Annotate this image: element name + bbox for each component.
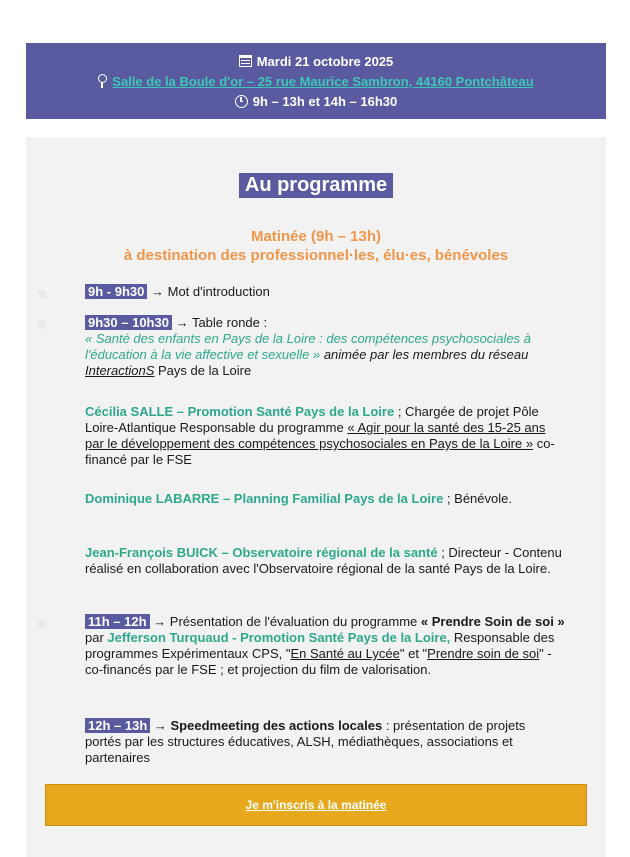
clock-icon (235, 95, 248, 108)
time-badge: 12h – 13h (85, 718, 150, 733)
location-row (26, 71, 606, 91)
hours-row (26, 91, 606, 111)
program-link[interactable]: « Agir pour la santé des 15-25 ans par le développement des compétences psychosociales en Pays de la Loire » (85, 420, 546, 451)
network-link[interactable]: InteractionS (85, 363, 155, 378)
speaker-labarre: Dominique LABARRE – Planning Familial Pays de la Loire ; Bénévole. (85, 491, 512, 506)
time-badge: 11h – 12h (85, 614, 150, 629)
list-bullet (38, 321, 46, 329)
calendar-icon (239, 55, 252, 67)
agenda-intro: 9h - 9h30 → Mot d'introduction (85, 284, 565, 300)
prendre-soin-link[interactable]: Prendre soin de soi (427, 646, 540, 661)
presenter-name: Jefferson Turquaud - Promotion Santé Pays de la Loire, (107, 630, 451, 645)
event-info-banner (26, 43, 606, 119)
speaker-name: Jean-François BUICK – Observatoire régional de la santé (85, 545, 438, 560)
agenda-round-table: 9h30 – 10h30 → Table ronde : « Santé des enfants en Pays de la Loire : des compétences psychosociales à l'éducation à la vie affective et sexuelle » animée par les membres du réseau InteractionS Pays de la Loire (85, 315, 531, 378)
list-bullet (38, 620, 46, 628)
agenda-evaluation: 11h – 12h → Présentation de l'évaluation du programme « Prendre Soin de soi » par Jefferson Turquaud - Promotion Santé Pays de la Loire, Responsable des programmes Expérimentaux CPS, "En Santé au Lycée" et "Prendre soin de soi" - co-financés par le FSE ; et projection du film de valorisation. (85, 614, 565, 677)
date-row (26, 51, 606, 71)
speaker-buick: Jean-François BUICK – Observatoire régional de la santé ; Directeur - Contenu réalisé en collaboration avec l'Observatoire régional de la santé Pays de la Loire. (85, 545, 562, 576)
speaker-salle: Cécilia SALLE – Promotion Santé Pays de la Loire ; Chargée de projet Pôle Loire-Atlantique Responsable du programme « Agir pour la santé des 15-25 ans par le développement des compétences psychosociales en Pays de la Loire » co-financé par le FSE (85, 404, 555, 467)
event-hours: 9h – 13h et 14h – 16h30 (252, 93, 398, 109)
agenda-speedmeeting: 12h – 13h → Speedmeeting des actions locales : présentation de projets portés par les structures éducatives, ALSH, médiathèques, associations et partenaires (85, 718, 526, 765)
register-morning-button[interactable]: Je m'inscris à la matinée (45, 784, 587, 826)
location-pin-icon (98, 74, 107, 83)
speaker-name: Cécilia SALLE – Promotion Santé Pays de la Loire (85, 404, 395, 419)
event-date: Mardi 21 octobre 2025 (256, 53, 394, 69)
program-title: Au programme (26, 173, 606, 198)
time-badge: 9h30 – 10h30 (85, 315, 172, 330)
location-link[interactable]: Salle de la Boule d'or – 25 rue Maurice Sambron, 44160 Pontchâteau (112, 73, 534, 89)
lycee-link[interactable]: En Santé au Lycée (290, 646, 400, 661)
list-bullet (38, 290, 46, 298)
time-badge: 9h - 9h30 (85, 284, 147, 299)
round-table-topic: « Santé des enfants en Pays de la Loire : des compétences psychosociales à l'éducation à la vie affective et sexuelle » (85, 331, 531, 362)
program-subtitle: Matinée (9h – 13h) à destination des professionnel·les, élu·es, bénévoles (123, 228, 509, 264)
speaker-name: Dominique LABARRE – Planning Familial Pays de la Loire (85, 491, 444, 506)
